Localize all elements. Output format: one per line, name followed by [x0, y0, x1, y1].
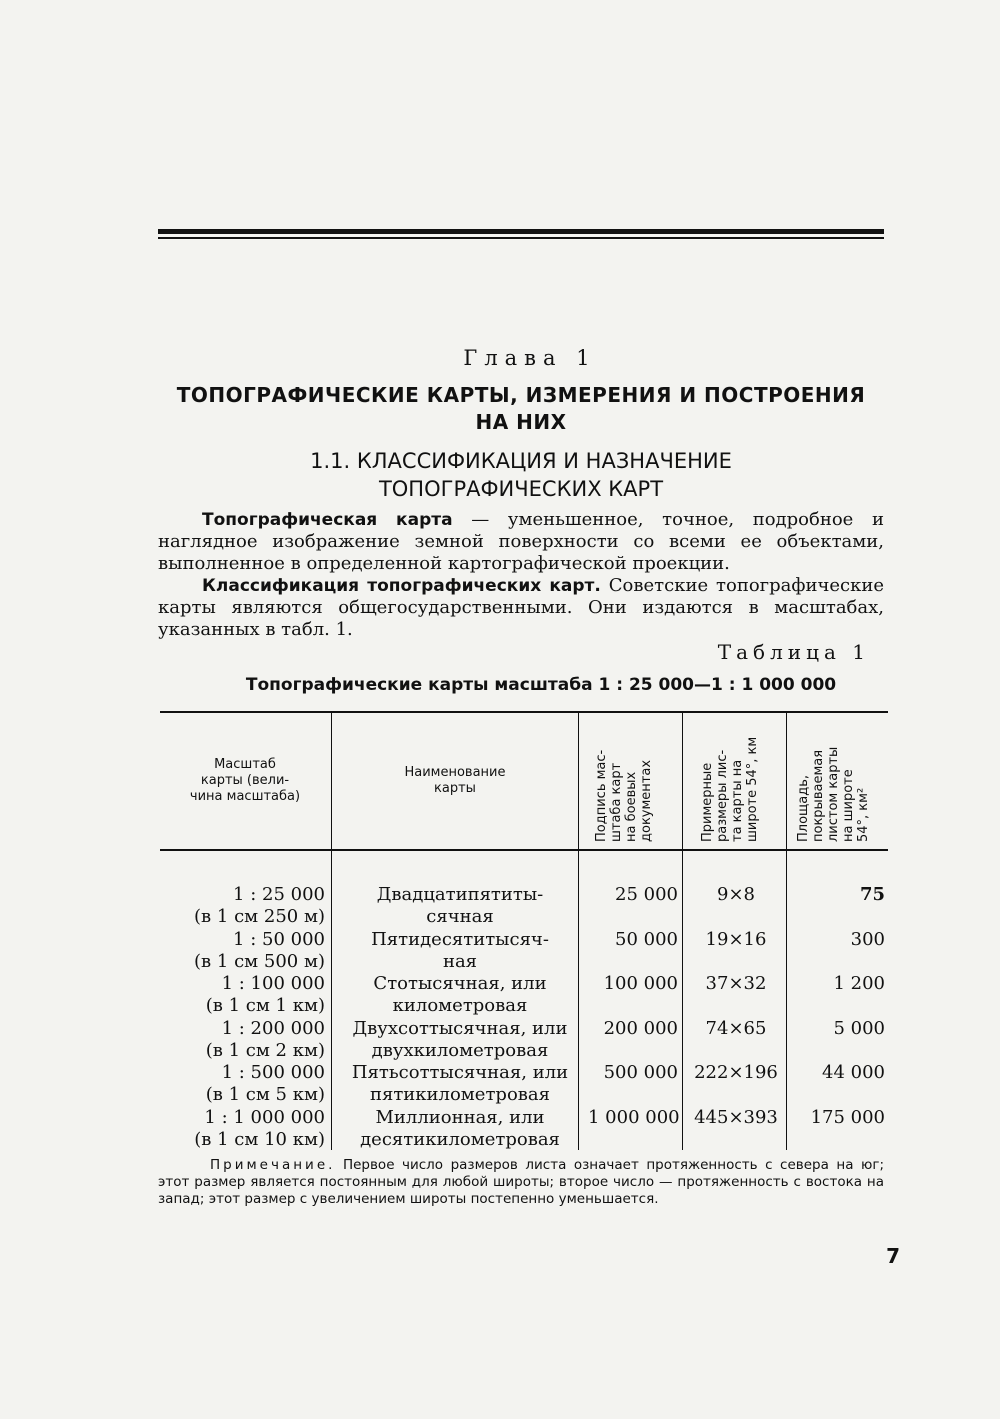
- section-title-line-1: 1.1. КЛАССИФИКАЦИЯ И НАЗНАЧЕНИЕ: [310, 449, 732, 473]
- cell-scale: 1 : 50 000: [233, 929, 325, 950]
- cell-area: 175 000: [810, 1107, 885, 1128]
- header-signature-line: документах: [639, 759, 654, 842]
- cell-scale-note: (в 1 см 500 м): [194, 951, 325, 972]
- header-size: [700, 737, 760, 842]
- table-top-rule: [160, 711, 888, 713]
- cell-name: Пятидесятитысяч-: [371, 929, 549, 950]
- cell-name: Миллионная, или: [375, 1107, 545, 1128]
- cell-name: Стотысячная, или: [373, 973, 547, 994]
- paragraph-classification: [158, 575, 884, 641]
- header-signature: [594, 750, 654, 842]
- table-title: Топографические карты масштаба 1 : 25 000—1 : 1 000 000: [245, 675, 837, 695]
- header-signature-line: Подпись мас-: [594, 749, 609, 842]
- header-name: [332, 765, 578, 797]
- cell-size: 37×32: [705, 973, 767, 994]
- header-name-line: карты: [434, 781, 476, 796]
- cell-scale-note: (в 1 см 2 км): [205, 1040, 325, 1061]
- header-size-line: широте 54°, км: [745, 736, 760, 842]
- cell-scale: 1 : 25 000: [233, 884, 325, 905]
- cell-signature: 500 000: [603, 1062, 678, 1083]
- cell-signature: 50 000: [615, 929, 678, 950]
- cell-signature: 200 000: [603, 1018, 678, 1039]
- header-area-line: покрываемая: [811, 749, 826, 842]
- cell-signature: 100 000: [603, 973, 678, 994]
- cell-size: 9×8: [717, 884, 755, 905]
- header-scale: [160, 757, 330, 805]
- chapter-title: [158, 382, 884, 436]
- cell-scale-note: (в 1 см 1 км): [205, 995, 325, 1016]
- cell-size: 74×65: [705, 1018, 767, 1039]
- section-title: [158, 447, 884, 503]
- cell-area: 1 200: [833, 973, 885, 994]
- section-title-line-2: ТОПОГРАФИЧЕСКИХ КАРТ: [378, 477, 664, 501]
- header-rule-thick: [158, 229, 884, 234]
- cell-name-cont: пятикилометровая: [369, 1084, 551, 1105]
- table-column-divider: [682, 713, 683, 1150]
- note-text: Первое число размеров листа означает протяженность с севера на юг; этот размер является постоянным для любой широты; второе число — протяженность с востока на запад; этот размер с увеличением широты постепенно уменьшается.: [158, 1157, 884, 1207]
- table-label: Таблица 1: [717, 640, 870, 664]
- table-column-divider: [786, 713, 787, 1150]
- cell-size: 222×196: [694, 1062, 778, 1083]
- cell-size: 445×393: [694, 1107, 778, 1128]
- header-name-line: Наименование: [404, 765, 506, 780]
- chapter-title-line-2: НА НИХ: [475, 410, 567, 434]
- paragraph-lead: Топографическая карта: [202, 510, 453, 530]
- cell-signature: 25 000: [615, 884, 678, 905]
- chapter-title-line-1: ТОПОГРАФИЧЕСКИЕ КАРТЫ, ИЗМЕРЕНИЯ И ПОСТРОЕНИЯ: [176, 383, 866, 407]
- table-note: [158, 1157, 884, 1208]
- header-signature-line: на боевых: [624, 771, 639, 842]
- cell-name: Пятьсоттысячная, или: [351, 1062, 569, 1083]
- cell-name-cont: двухкилометровая: [371, 1040, 549, 1061]
- cell-signature: 1 000 000: [588, 1107, 680, 1128]
- cell-name: Двадцатипятиты-: [376, 884, 544, 905]
- header-area-line: листом карты: [826, 746, 841, 842]
- paragraph-lead: Классификация топографических карт.: [202, 576, 601, 596]
- paragraph-definition: [158, 509, 884, 575]
- header-signature-line: штаба карт: [609, 762, 624, 842]
- cell-name-cont: сячная: [426, 906, 494, 927]
- cell-name-cont: километровая: [392, 995, 528, 1016]
- header-area-line: 54°, км²: [856, 787, 871, 842]
- cell-name-cont: ная: [442, 951, 478, 972]
- paragraph-text: — уменьшенное, точное, подробное и наглядное изображение земной поверхности со всеми ее объектами, выполненное в определенной картографической проекции.: [158, 509, 884, 574]
- header-area: [796, 747, 871, 842]
- header-scale-line: Масштаб: [214, 757, 276, 772]
- cell-name-cont: десятикилометровая: [360, 1129, 560, 1150]
- header-scale-line: чина масштаба): [189, 789, 301, 804]
- header-area-line: Площадь,: [796, 774, 811, 842]
- cell-area: 300: [850, 929, 885, 950]
- page-number: 7: [886, 1244, 900, 1268]
- note-label: Примечание.: [210, 1157, 336, 1173]
- header-size-line: та карты на: [730, 759, 745, 842]
- cell-scale-note: (в 1 см 5 км): [205, 1084, 325, 1105]
- cell-scale: 1 : 100 000: [221, 973, 325, 994]
- header-size-line: Примерные: [700, 762, 715, 842]
- cell-area: 5 000: [833, 1018, 885, 1039]
- cell-scale: 1 : 200 000: [221, 1018, 325, 1039]
- cell-scale-note: (в 1 см 10 км): [194, 1129, 325, 1150]
- cell-area: 44 000: [822, 1062, 885, 1083]
- cell-scale-note: (в 1 см 250 м): [194, 906, 325, 927]
- cell-scale: 1 : 1 000 000: [204, 1107, 325, 1128]
- cell-area: 75: [859, 884, 885, 905]
- table-header-rule: [160, 849, 888, 851]
- cell-size: 19×16: [705, 929, 767, 950]
- cell-name: Двухсоттысячная, или: [352, 1018, 568, 1039]
- header-rule-thin: [158, 237, 884, 239]
- chapter-label: Глава 1: [463, 346, 597, 370]
- paragraph-text: Советские топографические карты являются общегосударственными. Они издаются в масштабах, указанных в табл. 1.: [158, 575, 884, 640]
- cell-scale: 1 : 500 000: [221, 1062, 325, 1083]
- header-area-line: на широте: [841, 769, 856, 842]
- header-size-line: размеры лис-: [715, 749, 730, 842]
- header-scale-line: карты (вели-: [200, 773, 290, 788]
